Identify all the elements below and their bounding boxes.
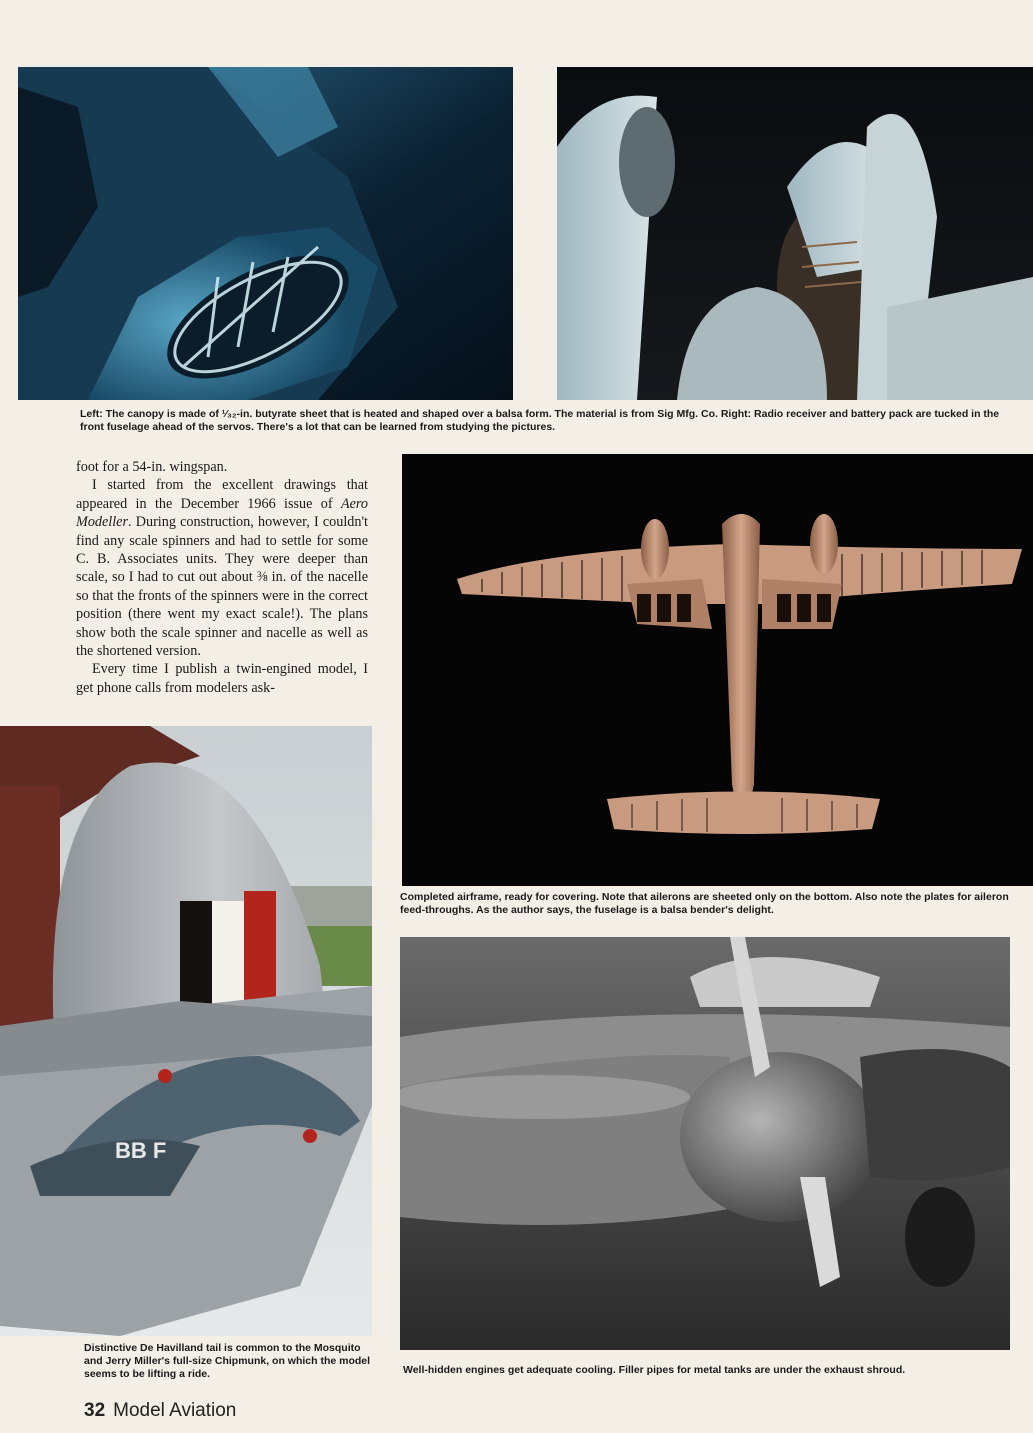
radio-bay-photo: [557, 67, 1033, 400]
page-number: 32: [84, 1400, 106, 1421]
canopy-photo: [18, 67, 513, 400]
airframe-caption: Completed airframe, ready for covering. Note that ailerons are sheeted only on the bottom. Also note the plates for aileron feed-throughs. As the author says, the fuselage is a balsa bender's delight.: [400, 891, 1009, 916]
model-marking: BB F: [115, 1138, 167, 1163]
article-body: [76, 458, 368, 697]
tail-caption: Distinctive De Havilland tail is common to the Mosquito and Jerry Miller's full-size Chipmunk, on which the model seems to be lifting a ride.: [84, 1342, 371, 1380]
magazine-name: Model Aviation: [113, 1400, 237, 1421]
engine-caption: Well-hidden engines get adequate cooling. Filler pipes for metal tanks are under the exhaust shroud.: [403, 1364, 906, 1376]
engine-photo: [400, 937, 1010, 1350]
top-caption: Left: The canopy is made of ¹⁄₃₂-in. butyrate sheet that is heated and shaped over a balsa form. The material is from Sig Mfg. Co. Right: Radio receiver and battery pack are tucked in the front fuselage ahead of the servos. There's a lot that can be learned from studying the pictures.: [80, 408, 1000, 433]
airframe-photo: [402, 454, 1033, 886]
magazine-title-italic: Aero Modeller: [76, 495, 368, 531]
tail-photo: [0, 726, 372, 1336]
article-paragraph-2: I started from the excellent drawings that appeared in the December 1966 issue of Aero Modeller. During construction, however, I couldn't find any scale spinners and had to settle for some C. B. Associates units. They were deeper than scale, so I had to cut out about ⅜ in. of the nacelle so that the fronts of the spinners were in the correct position (there went my exact scale!). The plans show both the scale spinner and nacelle as well as the shortened version.: [76, 477, 368, 660]
article-paragraph-3: Every time I publish a twin-engined model, I get phone calls from modelers ask-: [76, 661, 368, 696]
article-paragraph-1: foot for a 54-in. wingspan.: [76, 459, 228, 475]
page-folio: [84, 1400, 236, 1422]
